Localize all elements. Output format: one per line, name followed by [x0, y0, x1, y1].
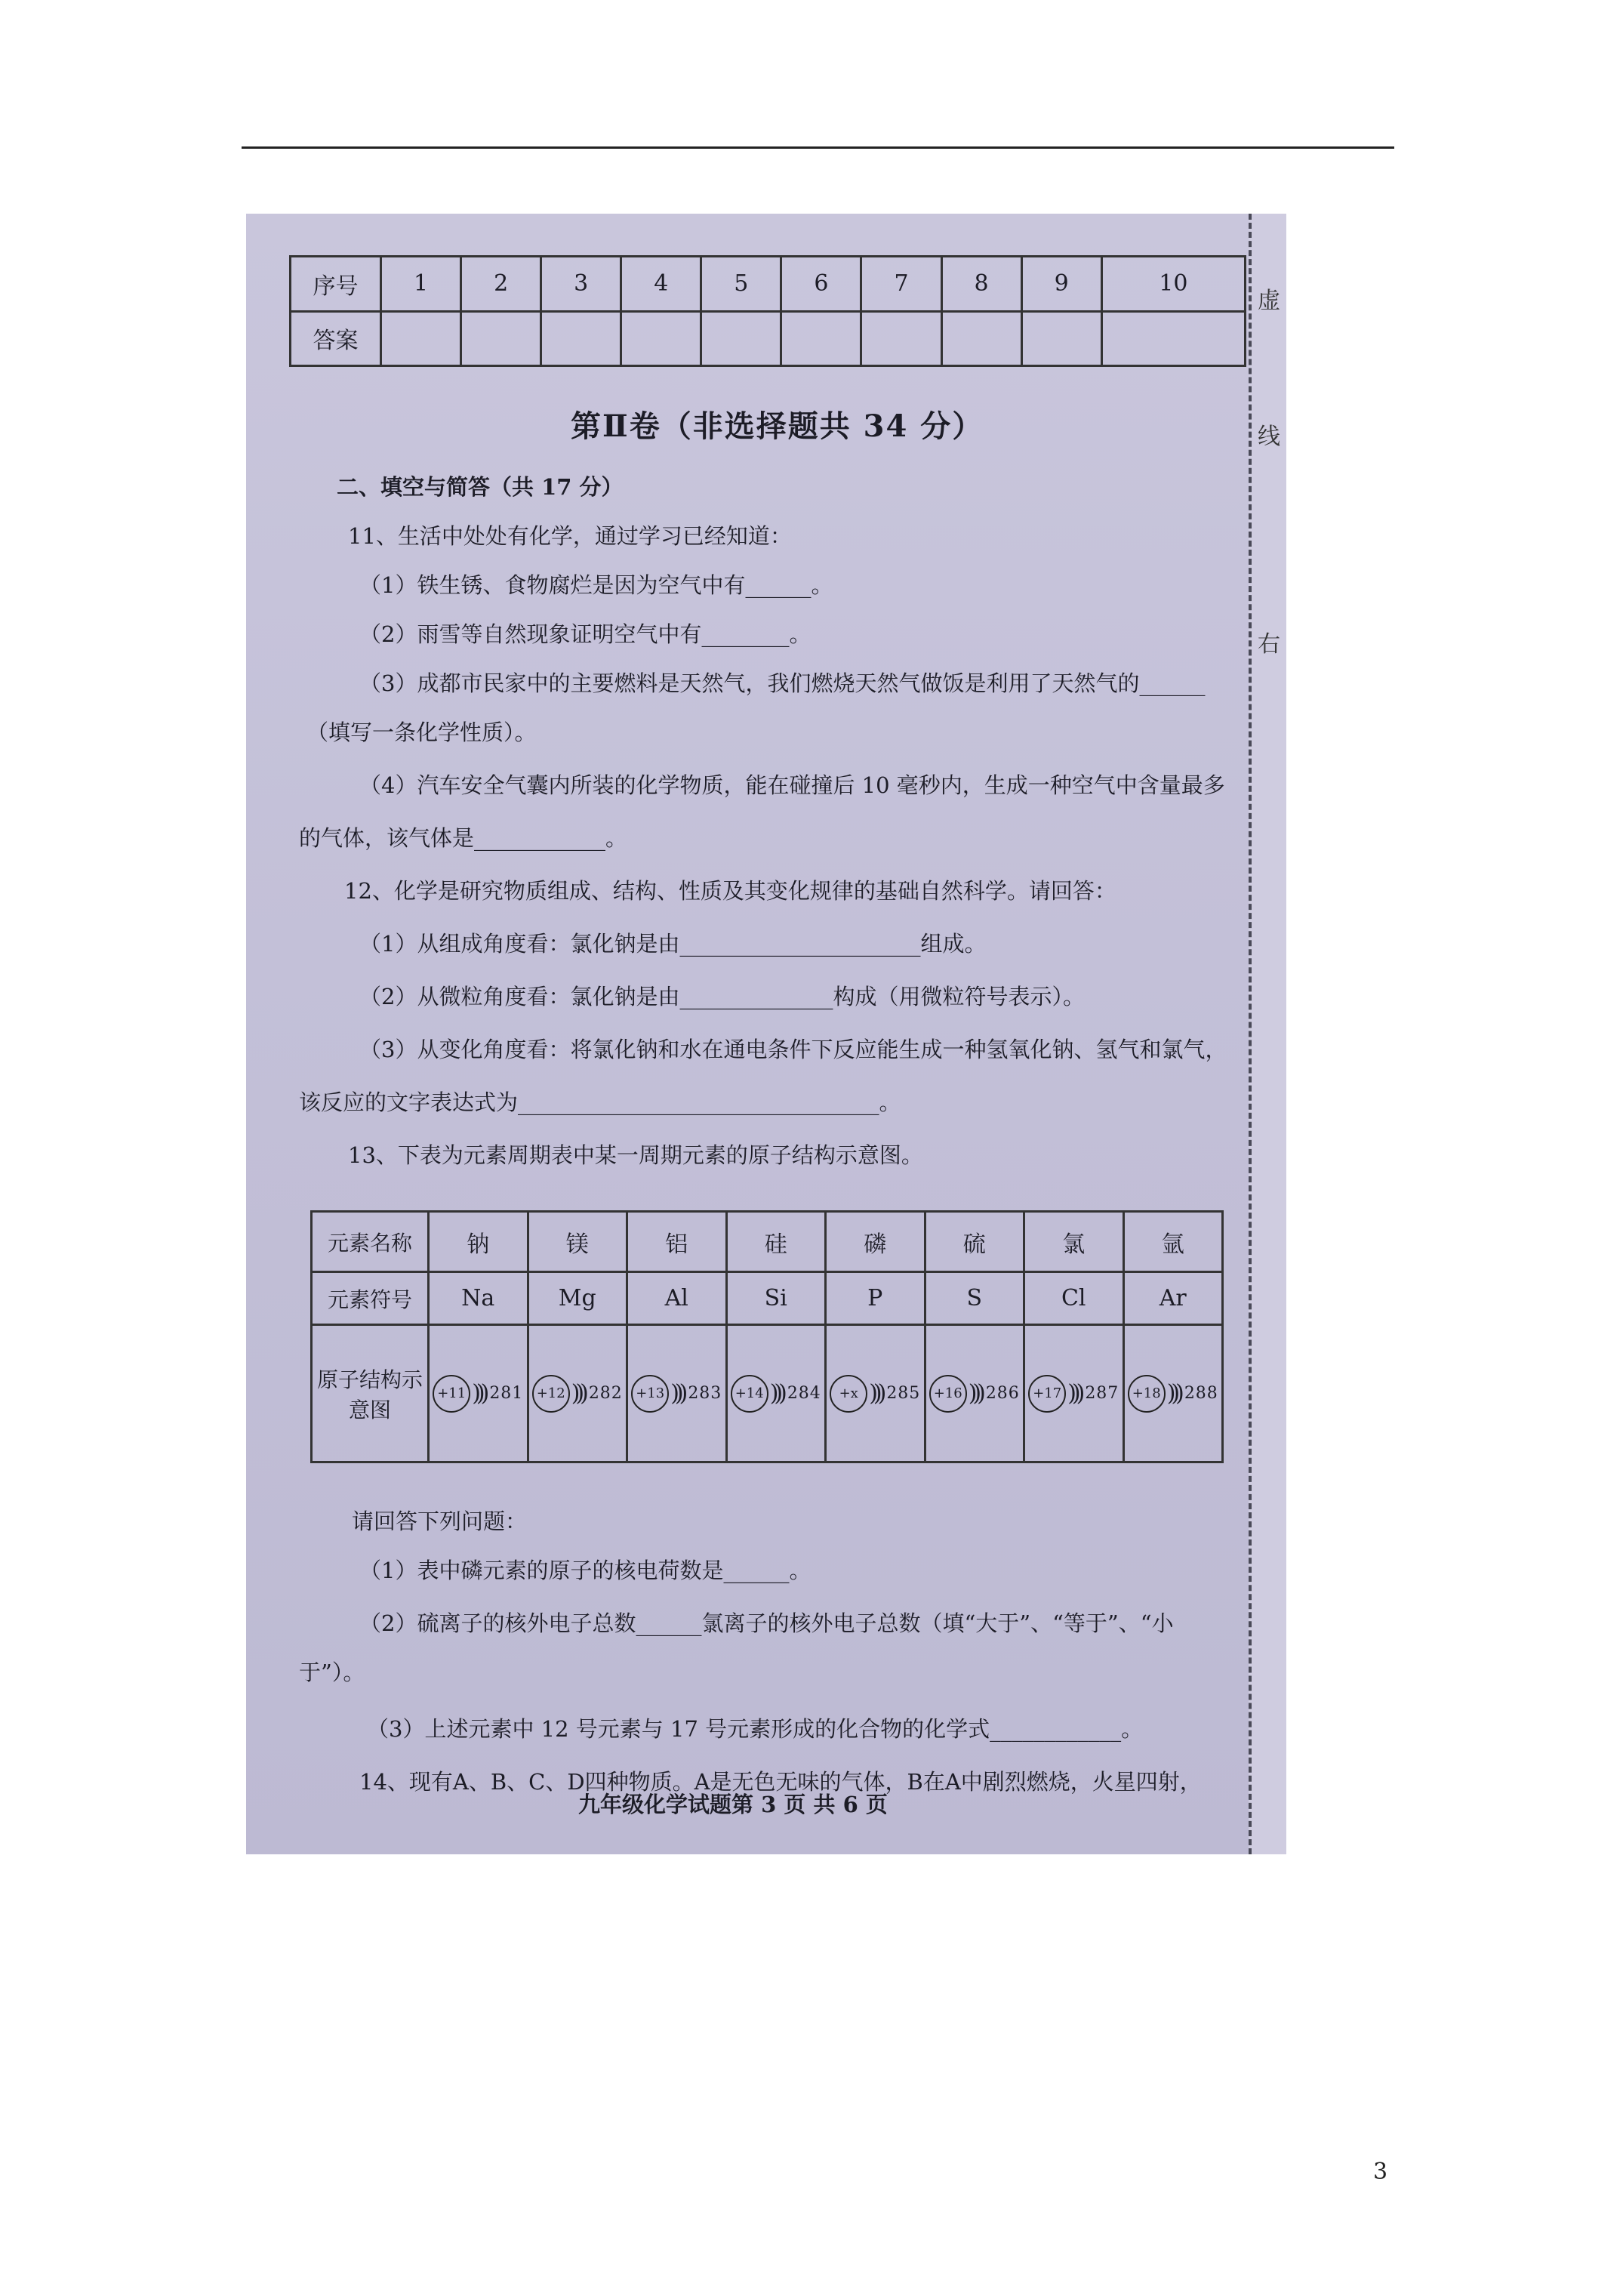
element-symbol: S	[925, 1272, 1024, 1325]
question-line: （3）上述元素中 12 号元素与 17 号元素形成的化合物的化学式____________。	[367, 1716, 1144, 1742]
element-symbol: Cl	[1024, 1272, 1124, 1325]
answer-table-row-label: 答案	[291, 311, 381, 366]
answer-number: 1	[381, 257, 461, 312]
answer-number: 10	[1101, 257, 1245, 312]
question-line: 11、生活中处处有化学，通过学习已经知道：	[348, 523, 792, 549]
element-name: 氯	[1024, 1212, 1124, 1272]
electron-shells: 286	[985, 1384, 1020, 1403]
answer-table-row-label: 序号	[291, 257, 381, 312]
answer-number: 5	[701, 257, 781, 312]
atom-diagram: +12 ))) 282	[528, 1325, 627, 1462]
question-line: 12、化学是研究物质组成、结构、性质及其变化规律的基础自然科学。请回答：	[344, 878, 1116, 904]
answer-number: 7	[861, 257, 941, 312]
answer-cell	[1021, 311, 1101, 366]
answer-table	[289, 255, 1246, 367]
nucleus: +12	[532, 1375, 570, 1413]
row-label-symbol: 元素符号	[312, 1272, 429, 1325]
question-line: 于”）。	[299, 1660, 365, 1685]
question-line: （1）表中磷元素的原子的核电荷数是______。	[359, 1558, 812, 1583]
nucleus: +14	[731, 1375, 768, 1413]
header-rule	[242, 146, 1394, 149]
question-line: （2）雨雪等自然现象证明空气中有________。	[359, 621, 812, 647]
electron-shells: 285	[886, 1384, 921, 1403]
exam-photo	[246, 214, 1286, 1854]
element-symbol: Ar	[1123, 1272, 1223, 1325]
answer-cell	[861, 311, 941, 366]
question-line: 的气体，该气体是____________。	[299, 825, 628, 851]
answer-cell	[941, 311, 1021, 366]
nucleus: +13	[631, 1375, 669, 1413]
question-line: （3）成都市民家中的主要燃料是天然气，我们燃烧天然气做饭是利用了天然气的______	[359, 670, 1206, 696]
answer-number: 2	[461, 257, 541, 312]
element-symbol: Si	[726, 1272, 826, 1325]
electron-shells: 283	[688, 1384, 722, 1403]
element-name: 钠	[429, 1212, 528, 1272]
answer-number: 4	[621, 257, 701, 312]
element-symbol: Al	[627, 1272, 727, 1325]
edge-char: 虚	[1258, 288, 1280, 314]
row-label-name: 元素名称	[312, 1212, 429, 1272]
binding-edge	[1249, 214, 1286, 1854]
element-name: 硅	[726, 1212, 826, 1272]
question-line: （1）从组成角度看：氯化钠是由______________________组成。	[359, 931, 987, 957]
edge-char: 线	[1258, 424, 1280, 450]
question-line: 请回答下列问题：	[352, 1509, 528, 1534]
question-line: （填写一条化学性质）。	[306, 720, 537, 745]
nucleus: +17	[1028, 1375, 1066, 1413]
electron-shells: 282	[588, 1384, 623, 1403]
question-line: 13、下表为元素周期表中某一周期元素的原子结构示意图。	[348, 1142, 923, 1168]
answer-number: 3	[541, 257, 621, 312]
atom-diagram: +13 ))) 283	[627, 1325, 727, 1462]
question-line: （2）从微粒角度看：氯化钠是由______________构成（用微粒符号表示）。	[359, 984, 1085, 1009]
atom-diagram: +18 ))) 288	[1123, 1325, 1223, 1462]
electron-shells: 288	[1184, 1384, 1218, 1403]
answer-cell	[381, 311, 461, 366]
answer-number: 8	[941, 257, 1021, 312]
question-line: 14、现有A、B、C、D四种物质。A是无色无味的气体，B在A中剧烈燃烧，火星四射，	[359, 1769, 1202, 1795]
section-title: 第Ⅱ卷（非选择题共 34 分）	[571, 408, 984, 444]
answer-cell	[461, 311, 541, 366]
atom-diagram: +16 ))) 286	[925, 1325, 1024, 1462]
element-symbol: Mg	[528, 1272, 627, 1325]
element-name: 氩	[1123, 1212, 1223, 1272]
answer-cell	[541, 311, 621, 366]
atom-diagram: +17 ))) 287	[1024, 1325, 1124, 1462]
atom-diagram: +x ))) 285	[826, 1325, 925, 1462]
element-name: 镁	[528, 1212, 627, 1272]
element-name: 铝	[627, 1212, 727, 1272]
question-line: （1）铁生锈、食物腐烂是因为空气中有______。	[359, 572, 833, 598]
answer-number: 9	[1021, 257, 1101, 312]
answer-cell	[701, 311, 781, 366]
nucleus: +11	[433, 1375, 470, 1413]
atom-diagram: +11 ))) 281	[429, 1325, 528, 1462]
electron-shells: 281	[489, 1384, 524, 1403]
question-line: 该反应的文字表达式为_________________________________。	[299, 1089, 901, 1115]
atom-diagram: +14 ))) 284	[726, 1325, 826, 1462]
electron-shells: 287	[1085, 1384, 1119, 1403]
question-line: （4）汽车安全气囊内所装的化学物质，能在碰撞后 10 毫秒内，生成一种空气中含量最多	[359, 772, 1225, 798]
exam-footer: 九年级化学试题第 3 页 共 6 页	[578, 1792, 888, 1817]
element-symbol: Na	[429, 1272, 528, 1325]
nucleus: +x	[830, 1375, 867, 1413]
row-label-structure: 原子结构示意图	[312, 1325, 429, 1462]
element-name: 磷	[826, 1212, 925, 1272]
edge-char: 右	[1258, 631, 1280, 658]
answer-cell	[781, 311, 861, 366]
nucleus: +16	[929, 1375, 967, 1413]
answer-cell	[621, 311, 701, 366]
answer-number: 6	[781, 257, 861, 312]
question-line: （2）硫离子的核外电子总数______氯离子的核外电子总数（填“大于”、“等于”、“小	[359, 1610, 1174, 1636]
electron-shells: 284	[787, 1384, 821, 1403]
part-heading: 二、填空与简答（共 17 分）	[337, 474, 624, 500]
answer-cell	[1101, 311, 1245, 366]
elements-table	[310, 1210, 1224, 1463]
nucleus: +18	[1128, 1375, 1166, 1413]
element-symbol: P	[826, 1272, 925, 1325]
element-name: 硫	[925, 1212, 1024, 1272]
question-line: （3）从变化角度看：将氯化钠和水在通电条件下反应能生成一种氢氧化钠、氢气和氯气，	[359, 1037, 1227, 1062]
page-number: 3	[1373, 2159, 1388, 2185]
